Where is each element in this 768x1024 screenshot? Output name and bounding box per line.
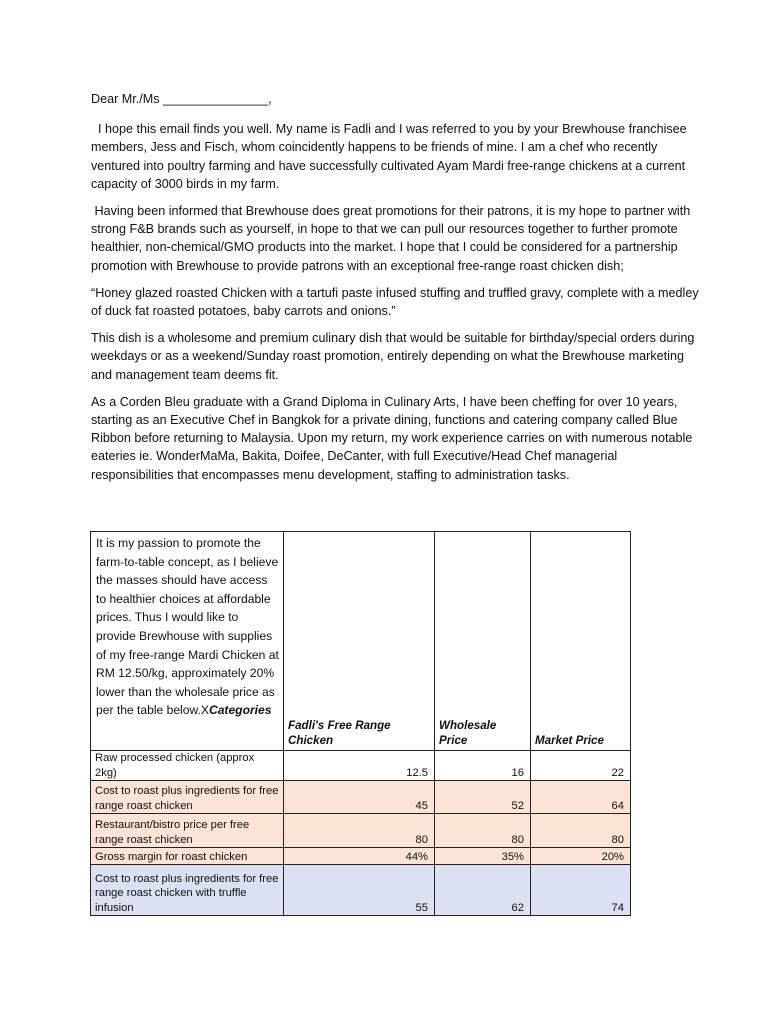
greeting: Dear Mr./Ms _______________, — [91, 92, 272, 106]
table-row — [91, 781, 631, 814]
row-label: Raw processed chicken (approx 2kg) — [91, 751, 284, 781]
header-fadli-price: Fadli's Free Range Chicken — [284, 532, 435, 751]
paragraph-dish-description: This dish is a wholesome and premium culinary dish that would be suitable for birthday/special orders during weekdays or as a weekend/Sunday roast promotion, entirely depending on what the Brewhouse marketing and management team deems fit. — [91, 331, 695, 382]
table-row — [91, 814, 631, 848]
table-row — [91, 751, 631, 781]
paragraph-intro: I hope this email finds you well. My name is Fadli and I was referred to you by your Brewhouse franchisee members, Jess and Fisch, whom coincidently happens to be friends of mine. I am a chef who recently ventured into poultry farming and have successfully cultivated Ayam Mardi free-range chickens at a current capacity of 3000 birds in my farm. — [91, 122, 687, 191]
cell-market: 22 — [531, 751, 631, 781]
table-intro-text: It is my passion to promote the farm-to-table concept, as I believe the masses should have access to healthier choices at affordable prices. Thus I would like to provide Brewhouse with supplies of my free-range Mardi Chicken at RM 12.50/kg, approximately 20% lower than the wholesale price as per the table below.X — [96, 536, 279, 718]
cell-wholesale: 35% — [435, 848, 531, 865]
cell-market: 80 — [531, 814, 631, 848]
categories-header: Categories — [208, 703, 272, 718]
table-row — [91, 848, 631, 865]
cell-market: 20% — [531, 848, 631, 865]
table-intro-cell — [91, 532, 284, 751]
header-market-price: Market Price — [531, 532, 631, 751]
cell-fadli: 55 — [284, 865, 435, 916]
cell-wholesale: 52 — [435, 781, 531, 814]
header-wholesale-price: Wholesale Price — [435, 532, 531, 751]
pricing-table — [90, 531, 631, 916]
row-label: Restaurant/bistro price per free range roast chicken — [91, 814, 284, 848]
paragraph-partnership: Having been informed that Brewhouse does great promotions for their patrons, it is my hope to partner with strong F&B brands such as yourself, in hope to that we can pull our resources together to further promote healthier, non-chemical/GMO products into the market. I hope that I could be considered for a partnership promotion with Brewhouse to provide patrons with an exceptional free-range roast chicken dish; — [91, 204, 691, 273]
cell-fadli: 44% — [284, 848, 435, 865]
cell-fadli: 12.5 — [284, 751, 435, 781]
cell-market: 74 — [531, 865, 631, 916]
table-header-row — [91, 532, 631, 751]
cell-market: 64 — [531, 781, 631, 814]
row-label: Gross margin for roast chicken — [91, 848, 284, 865]
cell-wholesale: 80 — [435, 814, 531, 848]
row-label: Cost to roast plus ingredients for free range roast chicken with truffle infusion — [91, 865, 284, 916]
cell-wholesale: 62 — [435, 865, 531, 916]
cell-wholesale: 16 — [435, 751, 531, 781]
letter-body — [91, 90, 701, 493]
table-row — [91, 865, 631, 916]
cell-fadli: 80 — [284, 814, 435, 848]
paragraph-dish-quote: “Honey glazed roasted Chicken with a tartufi paste infused stuffing and truffled gravy, complete with a medley of duck fat roasted potatoes, baby carrots and onions.” — [91, 285, 699, 319]
paragraph-experience: As a Corden Bleu graduate with a Grand Diploma in Culinary Arts, I have been cheffing for over 10 years, starting as an Executive Chef in Bangkok for a private dining, functions and catering company called Blue Ribbon before returning to Malaysia. Upon my return, my work experience carries on with numerous notable eateries ie. WonderMaMa, Bakita, Doifee, DeCanter, with full Executive/Head Chef managerial responsibilities that encompasses menu development, staffing to administration tasks. — [91, 394, 693, 482]
row-label: Cost to roast plus ingredients for free range roast chicken — [91, 781, 284, 814]
cell-fadli: 45 — [284, 781, 435, 814]
